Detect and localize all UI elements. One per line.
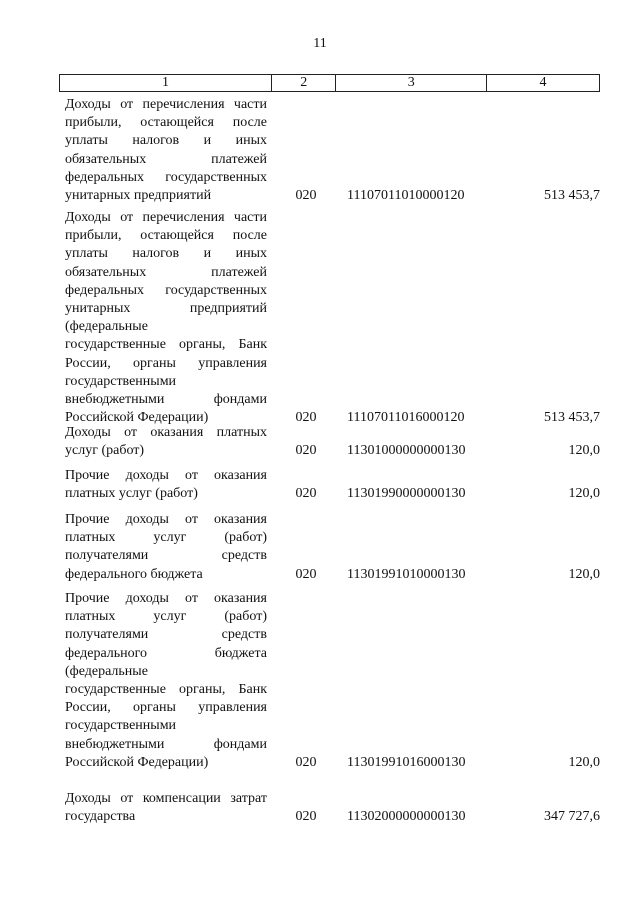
row-description: [65, 511, 267, 584]
row-description: [65, 467, 267, 503]
row-description: [65, 424, 267, 460]
description-line: Доходы от перечисления части: [65, 210, 267, 225]
line-code: 020: [295, 809, 317, 825]
description-line: внебюджетными фондами: [65, 736, 267, 752]
description-line: прибыли, остающейся после: [65, 228, 267, 244]
budget-classification-code: 11301000000000130: [347, 443, 466, 459]
description-line: Прочие доходы от оказания: [65, 512, 267, 527]
line-code: 020: [295, 486, 317, 502]
description-line: (федеральные: [65, 319, 148, 335]
row-description: [65, 590, 267, 772]
description-line: федеральных государственных: [65, 169, 267, 185]
line-code: 020: [295, 188, 317, 203]
description-line: унитарных предприятий: [65, 188, 212, 204]
description-line: Российской Федерации): [65, 410, 209, 426]
amount-value: 120,0: [568, 566, 600, 582]
budget-classification-code: 11301991016000130: [347, 754, 466, 770]
description-line: платных услуг (работ): [65, 609, 267, 625]
description-line: услуг (работ): [65, 443, 145, 459]
description-line: федерального бюджета: [65, 566, 203, 582]
budget-classification-code: 11302000000000130: [347, 809, 466, 825]
description-line: государственные органы, Банк: [65, 682, 267, 698]
description-line: обязательных платежей: [65, 264, 267, 280]
column-header-4: 4: [487, 75, 600, 92]
line-code: 020: [295, 566, 317, 582]
amount-value: 513 453,7: [544, 188, 600, 203]
description-line: Российской Федерации): [65, 754, 209, 770]
description-line: платных услуг (работ): [65, 530, 267, 546]
description-line: получателями средств: [65, 627, 267, 643]
amount-value: 513 453,7: [544, 410, 600, 426]
description-line: прибыли, остающейся после: [65, 115, 267, 131]
description-line: государственные органы, Банк: [65, 337, 267, 353]
amount-value: 120,0: [568, 486, 600, 502]
description-line: Доходы от оказания платных: [65, 425, 267, 440]
description-line: уплаты налогов и иных: [65, 246, 267, 262]
column-header-3: 3: [336, 75, 487, 92]
page-number: 11: [313, 36, 327, 51]
description-line: уплаты налогов и иных: [65, 133, 267, 149]
line-code: 020: [295, 754, 317, 770]
description-line: Доходы от компенсации затрат: [65, 791, 267, 806]
row-description: [65, 209, 267, 427]
description-line: обязательных платежей: [65, 151, 267, 167]
column-header-row: [59, 74, 600, 92]
description-line: России, органы управления: [65, 700, 267, 716]
description-line: федерального бюджета: [65, 645, 267, 661]
column-header-2: 2: [271, 75, 335, 92]
amount-value: 120,0: [568, 443, 600, 459]
line-code: 020: [295, 443, 317, 459]
description-line: федеральных государственных: [65, 282, 267, 298]
row-description: [65, 96, 267, 205]
description-line: Прочие доходы от оказания: [65, 591, 267, 606]
row-description: [65, 790, 267, 826]
description-line: Доходы от перечисления части: [65, 97, 267, 112]
description-line: внебюджетными фондами: [65, 392, 267, 408]
amount-value: 120,0: [568, 754, 600, 770]
description-line: унитарных предприятий: [65, 301, 267, 317]
budget-classification-code: 11107011016000120: [347, 410, 465, 426]
description-line: Прочие доходы от оказания: [65, 468, 267, 483]
description-line: государства: [65, 809, 136, 825]
line-code: 020: [295, 410, 317, 426]
budget-classification-code: 11301990000000130: [347, 486, 466, 502]
description-line: платных услуг (работ): [65, 486, 198, 502]
description-line: государственными: [65, 718, 177, 734]
amount-value: 347 727,6: [544, 809, 600, 825]
budget-classification-code: 11107011010000120: [347, 188, 465, 203]
description-line: получателями средств: [65, 548, 267, 564]
description-line: России, органы управления: [65, 355, 267, 371]
description-line: государственными: [65, 373, 177, 389]
description-line: (федеральные: [65, 663, 148, 679]
column-header-1: 1: [60, 75, 272, 92]
budget-classification-code: 11301991010000130: [347, 566, 466, 582]
